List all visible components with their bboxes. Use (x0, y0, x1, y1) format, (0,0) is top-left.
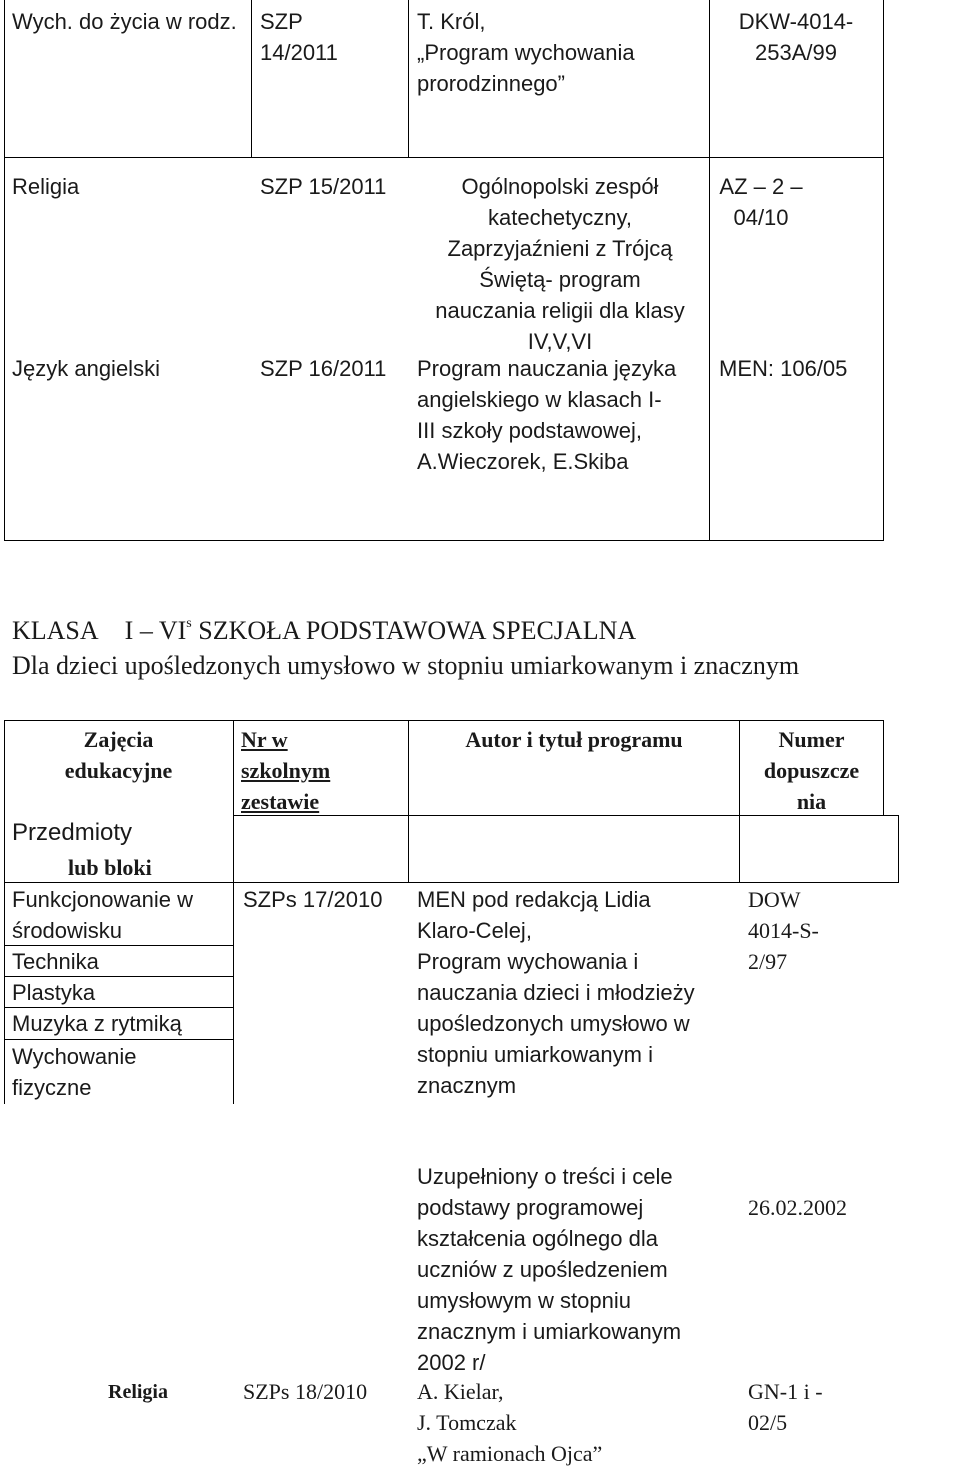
row2-program: Ogólnopolski zespół katechetyczny, Zaprzyjaźnieni z Trójcą Świętą- program nauczania religii dla klasy IV,V,VI (435, 174, 685, 354)
heading-range: I – VI (124, 616, 187, 645)
row3-program: Program nauczania języka angielskiego w klasach I- III szkoły podstawowej, A.Wieczorek, E.Skiba (417, 356, 677, 474)
row3-approval: MEN: 106/05 (719, 356, 848, 381)
table2-col-divider-1 (233, 720, 234, 1104)
row3-subject: Język angielski (12, 356, 160, 381)
przedmioty-label: Przedmioty (12, 819, 133, 846)
t2-row2-subject: Religia (108, 1381, 168, 1403)
table1-col-divider-2 (408, 0, 409, 158)
subject-muzyka: Muzyka z rytmiką (12, 1011, 182, 1036)
t2-row1-number: SZPs 17/2010 (243, 887, 383, 912)
header-numer: Numer dopuszcze nia (763, 727, 860, 814)
row1-number: SZP 14/2011 (260, 9, 338, 65)
row2-number: SZP 15/2011 (260, 174, 387, 199)
row1-approval: DKW-4014- 253A/99 (738, 9, 854, 65)
heading-school: SZKOŁA PODSTAWOWA SPECJALNA (198, 616, 637, 645)
lub-bloki-label: lub bloki (68, 855, 152, 880)
subject-plastyka: Plastyka (12, 980, 96, 1005)
t2-row1-approval: DOW 4014-S- 2/97 (748, 887, 819, 974)
table2-border-top (4, 720, 884, 721)
row3-number: SZP 16/2011 (260, 356, 387, 381)
heading-klasa: KLASA (12, 616, 99, 645)
subject-technika: Technika (12, 949, 99, 974)
header-zajecia: Zajęcia edukacyjne (64, 727, 173, 783)
subject-wychowanie: Wychowanie fizyczne (12, 1044, 137, 1100)
table2-border-right-top (883, 720, 884, 816)
row1-subject: Wych. do życia w rodz. (12, 9, 237, 34)
heading-superscript: s (186, 616, 192, 631)
row2-approval: AZ – 2 – 04/10 (719, 174, 803, 230)
t2-row2-approval-b: GN-1 i - 02/5 (748, 1379, 823, 1435)
t2-row2-program-b: A. Kielar, J. Tomczak „W ramionach Ojca” (417, 1379, 603, 1466)
table1-border-right (883, 0, 884, 541)
t2-row2-number: SZPs 18/2010 (243, 1379, 368, 1404)
table1-border-left (4, 0, 5, 541)
subject-funkcjonowanie: Funkcjonowanie w środowisku (12, 887, 193, 943)
table1-border-bottom (4, 540, 884, 541)
subject-divider-4 (4, 1039, 234, 1040)
table1-row-divider (4, 157, 884, 158)
section-subtitle: Dla dzieci upośledzonych umysłowo w stopniu umiarkowanym i znacznym (12, 651, 800, 680)
table2-header-right-ext (898, 815, 899, 883)
table1-col-divider-1 (251, 0, 252, 158)
row1-program: T. Król, „Program wychowania prorodzinnego” (417, 9, 635, 96)
t2-row2-program-a: Uzupełniony o treści i cele podstawy programowej kształcenia ogólnego dla uczniów z upośledzeniem umysłowym w stopniu znacznym i umiarkowanym 2002 r/ (417, 1164, 682, 1375)
section-heading (12, 615, 636, 652)
header-autor: Autor i tytuł programu (465, 727, 683, 752)
t2-row1-program: MEN pod redakcją Lidia Klaro-Celej, Program wychowania i nauczania dzieci i młodzieży upośledzonych umysłowo w stopniu umiarkowanym i znacznym (417, 887, 695, 1098)
row2-subject: Religia (12, 174, 80, 199)
header-nr: Nr w szkolnym zestawie (241, 727, 331, 814)
t2-row2-approval-a: 26.02.2002 (748, 1195, 847, 1220)
